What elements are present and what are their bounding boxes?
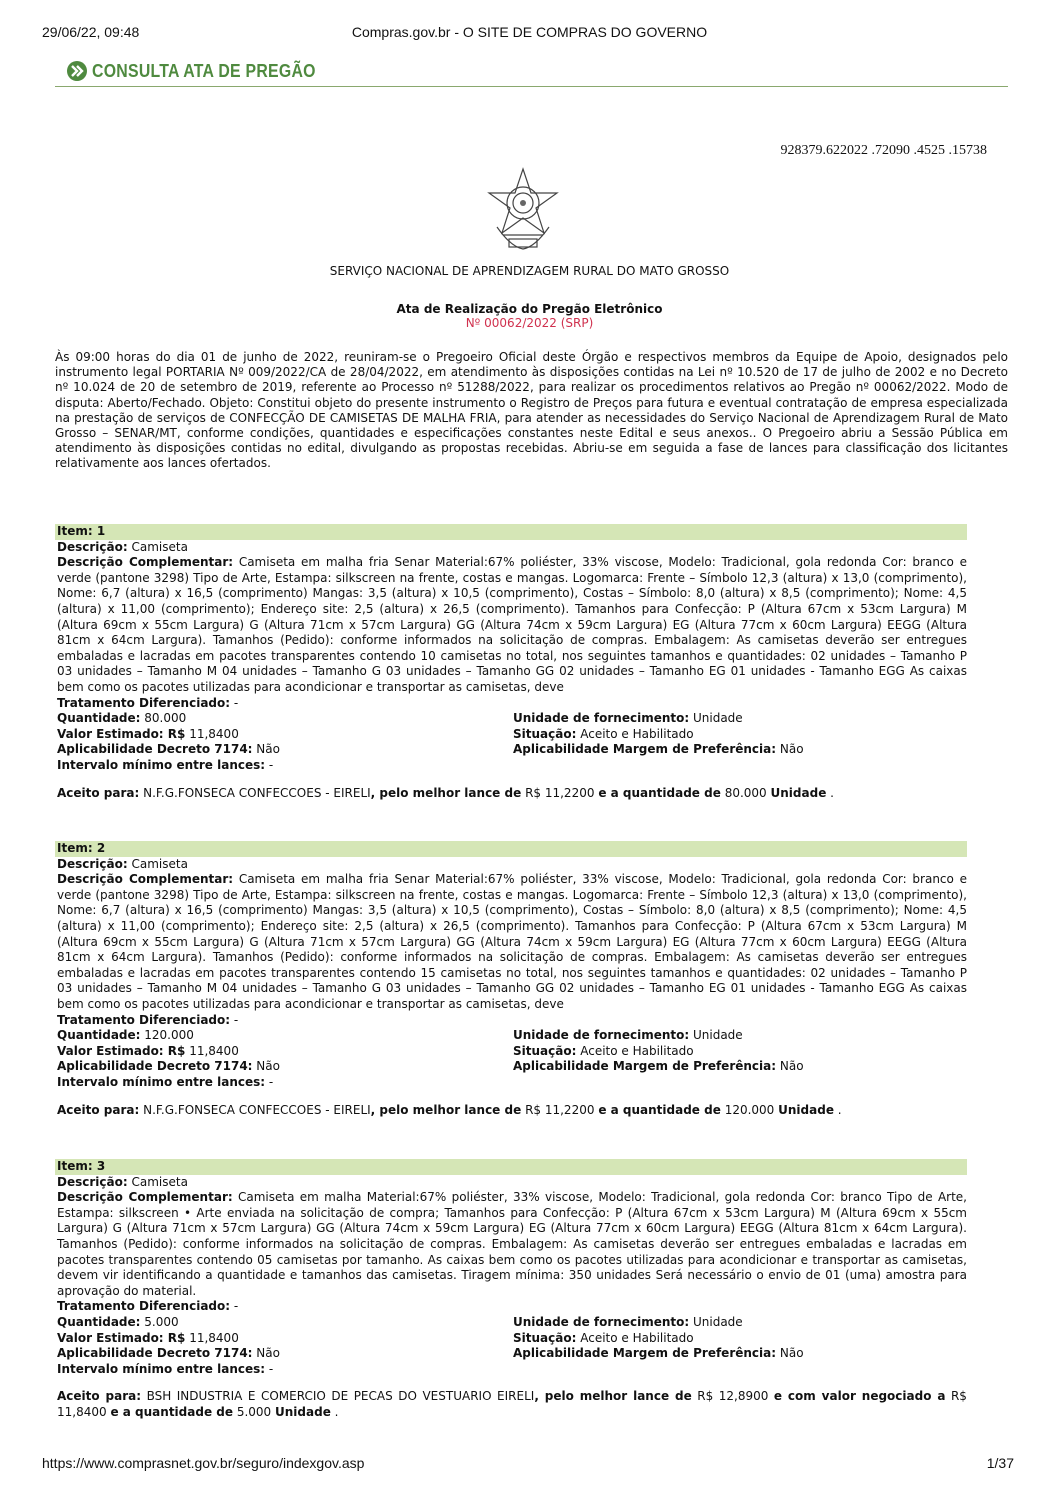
item-header: Item: 1 [55, 524, 967, 540]
item-complementary-description: Descrição Complementar: Camiseta em malha fria Senar Material:67% poliéster, 33% viscose, Modelo: Tradicional, gola redonda Cor: branco e verde (pantone 3298) Tipo de Arte, Estampa: silkscreen na frente, costas e mangas. Logomarca: Frente – Símbolo 12,3 (altura) x 13,0 (comprimento), Nome: 6,7 (altura) x 16,5 (comprimento) Mangas: 3,5 (altura) x 10,5 (comprimento), Costas – Símbolo: 8,0 (altura) x 8,5 (comprimento); Nome: 4,5 (altura) x 11,00 (comprimento); Endereço site: 2,5 (altura) x 26,5 (comprimento). Tamanhos para Confecção: P (Altura 67cm x 53cm Largura) M (Altura 69cm x 55cm Largura) G (Altura 71cm x 57cm Largura) GG (Altura 74cm x 59cm Largura) EG (Altura 77cm x 60cm Largura) EEGG (Altura 81cm x 64cm Largura). Tamanhos (Pedido): conforme informados na solicitação de compras. Embalagem: As camisetas deverão ser entregues embaladas e lacradas em pacotes transparentes contendo 15 camisetas no total, nos seguintes tamanhos e quantidades: 02 unidades – Tamanho P 03 unidades – Tamanho M 04 unidades – Tamanho G 03 unidades – Tamanho GG 02 unidades – Tamanho EG 01 unidades - Tamanho EGG As caixas bem como os pacotes utilizadas para acondicionar e transportar as camisetas, deve [57, 872, 967, 1011]
print-page-title: Compras.gov.br - O SITE DE COMPRAS DO GOVERNO [351, 24, 708, 40]
item-header: Item: 2 [55, 841, 967, 857]
item-margem: Aplicabilidade Margem de Preferência: Não [513, 1346, 804, 1361]
item-header: Item: 3 [55, 1159, 967, 1175]
consulta-banner [66, 60, 346, 82]
item-block [55, 524, 967, 801]
organization-name: SERVIÇO NACIONAL DE APRENDIZAGEM RURAL DO MATO GROSSO [329, 264, 730, 278]
coat-of-arms-icon [483, 165, 563, 255]
item-accepted: Aceito para: BSH INDUSTRIA E COMERCIO DE PECAS DO VESTUARIO EIRELI, pelo melhor lance de R$ 12,8900 e com valor negociado a R$ 11,8400 e a quantidade de 5.000 Unidade . [57, 1389, 967, 1419]
item-intervalo: Intervalo mínimo entre lances: - [57, 757, 274, 772]
item-accepted: Aceito para: N.F.G.FONSECA CONFECCOES - EIRELI, pelo melhor lance de R$ 11,2200 e a quantidade de 80.000 Unidade . [57, 785, 834, 800]
item-block [55, 841, 967, 1118]
document-id: 928379.622022 .72090 .4525 .15738 [780, 143, 987, 158]
item-quantidade: Quantidade: 80.000 [57, 711, 187, 726]
item-unidade: Unidade de fornecimento: Unidade [513, 711, 743, 726]
item-description: Descrição: Camiseta [57, 856, 188, 871]
item-complementary-description: Descrição Complementar: Camiseta em malha Material:67% poliéster, 33% viscose, Modelo: Tradicional, gola redonda Cor: branco Tipo de Arte, Estampa: silkscreen • Arte enviada na solicitação de compra; Tamanhos para Confecção: P (Altura 67cm x 53cm Largura) M (Altura 69cm x 55cm Largura) G (Altura 71cm x 57cm Largura) GG (Altura 74cm x 59cm Largura) EG (Altura 77cm x 60cm Largura) EEGG (Altura 81cm x 64cm Largura). Tamanhos (Pedido): conforme informados na solicitação de compras. Embalagem: As camisetas deverão ser entregues embaladas e lacradas em pacotes transparentes contendo 05 camisetas por tamanho. As caixas bem como os pacotes utilizadas para acondicionar e transportar as camisetas, devem vir identificando a quantidade e tamanhos das camisetas. Tiragem mínima: 350 unidades Será necessário o envio de 01 (uma) amostra para aprovação do material. [57, 1190, 967, 1298]
item-margem: Aplicabilidade Margem de Preferência: Não [513, 1059, 804, 1074]
item-situacao: Situação: Aceito e Habilitado [513, 1330, 694, 1345]
item-situacao: Situação: Aceito e Habilitado [513, 726, 694, 741]
item-decreto: Aplicabilidade Decreto 7174: Não [57, 1059, 280, 1074]
item-unidade: Unidade de fornecimento: Unidade [513, 1028, 743, 1043]
item-tratamento: Tratamento Diferenciado: - [57, 695, 239, 710]
item-quantidade: Quantidade: 120.000 [57, 1028, 194, 1043]
item-intervalo: Intervalo mínimo entre lances: - [57, 1361, 274, 1376]
item-block [55, 1159, 967, 1421]
item-margem: Aplicabilidade Margem de Preferência: Não [513, 742, 804, 757]
item-description: Descrição: Camiseta [57, 1174, 188, 1189]
banner-divider [55, 86, 1008, 87]
print-page-number: 1/37 [986, 1455, 1014, 1471]
item-quantidade: Quantidade: 5.000 [57, 1314, 179, 1329]
item-accepted: Aceito para: N.F.G.FONSECA CONFECCOES - EIRELI, pelo melhor lance de R$ 11,2200 e a quantidade de 120.000 Unidade . [57, 1102, 842, 1117]
item-tratamento: Tratamento Diferenciado: - [57, 1012, 239, 1027]
item-complementary-description: Descrição Complementar: Camiseta em malha fria Senar Material:67% poliéster, 33% viscose, Modelo: Tradicional, gola redonda Cor: branco e verde (pantone 3298) Tipo de Arte, Estampa: silkscreen na frente, costas e mangas. Logomarca: Frente – Símbolo 12,3 (altura) x 13,0 (comprimento), Nome: 6,7 (altura) x 16,5 (comprimento) Mangas: 3,5 (altura) x 10,5 (comprimento), Costas – Símbolo: 8,0 (altura) x 8,5 (comprimento); Nome: 4,5 (altura) x 11,00 (comprimento); Endereço site: 2,5 (altura) x 26,5 (comprimento). Tamanhos para Confecção: P (Altura 67cm x 53cm Largura) M (Altura 69cm x 55cm Largura) G (Altura 71cm x 57cm Largura) GG (Altura 74cm x 59cm Largura) EG (Altura 77cm x 60cm Largura) EEGG (Altura 81cm x 64cm Largura). Tamanhos (Pedido): conforme informados na solicitação de compras. Embalagem: As camisetas deverão ser entregues embaladas e lacradas em pacotes transparentes contendo 10 camisetas no total, nos seguintes tamanhos e quantidades: 02 unidades – Tamanho P 03 unidades – Tamanho M 04 unidades – Tamanho G 03 unidades – Tamanho GG 02 unidades – Tamanho EG 01 unidades - Tamanho EGG As caixas bem como os pacotes utilizadas para acondicionar e transportar as camisetas, deve [57, 555, 967, 694]
item-situacao: Situação: Aceito e Habilitado [513, 1043, 694, 1058]
item-intervalo: Intervalo mínimo entre lances: - [57, 1074, 274, 1089]
item-valor: Valor Estimado: R$ 11,8400 [57, 726, 239, 741]
print-datetime: 29/06/22, 09:48 [42, 24, 140, 40]
item-decreto: Aplicabilidade Decreto 7174: Não [57, 1346, 280, 1361]
intro-paragraph: Às 09:00 horas do dia 01 de junho de 2022, reuniram-se o Pregoeiro Oficial deste Órgão e respectivos membros da Equipe de Apoio, designados pelo instrumento legal PORTARIA Nº 009/2022/CA de 28/04/2022, em atendimento às disposições contidas na Lei nº 10.520 de 17 de julho de 2002 e no Decreto nº 10.024 de 20 de setembro de 2019, referente ao Processo nº 51288/2022, para realizar os procedimentos relativos ao Pregão nº 00062/2022. Modo de disputa: Aberto/Fechado. Objeto: Constitui objeto do presente instrumento o Registro de Preços para futura e eventual contratação de empresa especializada na prestação de serviços de CONFECÇÃO DE CAMISETAS DE MALHA FRIA, para atender as necessidades do Serviço Nacional de Aprendizagem Rural de Mato Grosso – SENAR/MT, conforme condições, quantidades e especificações constantes neste Edital e seus anexos.. O Pregoeiro abriu a Sessão Pública em atendimento às disposições contidas no edital, divulgando as propostas recebidas. Abriu-se em seguida a fase de lances para classificação dos licitantes relativamente aos lances ofertados. [55, 350, 1008, 471]
ata-number: Nº 00062/2022 (SRP) [465, 316, 594, 330]
banner-title: CONSULTA ATA DE PREGÃO [92, 60, 316, 81]
double-chevron-icon [66, 60, 88, 82]
item-decreto: Aplicabilidade Decreto 7174: Não [57, 742, 280, 757]
ata-title: Ata de Realização do Pregão Eletrônico [396, 302, 663, 316]
print-footer-url: https://www.comprasnet.gov.br/seguro/indexgov.asp [42, 1455, 365, 1471]
item-tratamento: Tratamento Diferenciado: - [57, 1299, 239, 1314]
item-unidade: Unidade de fornecimento: Unidade [513, 1314, 743, 1329]
item-description: Descrição: Camiseta [57, 539, 188, 554]
item-valor: Valor Estimado: R$ 11,8400 [57, 1043, 239, 1058]
item-valor: Valor Estimado: R$ 11,8400 [57, 1330, 239, 1345]
